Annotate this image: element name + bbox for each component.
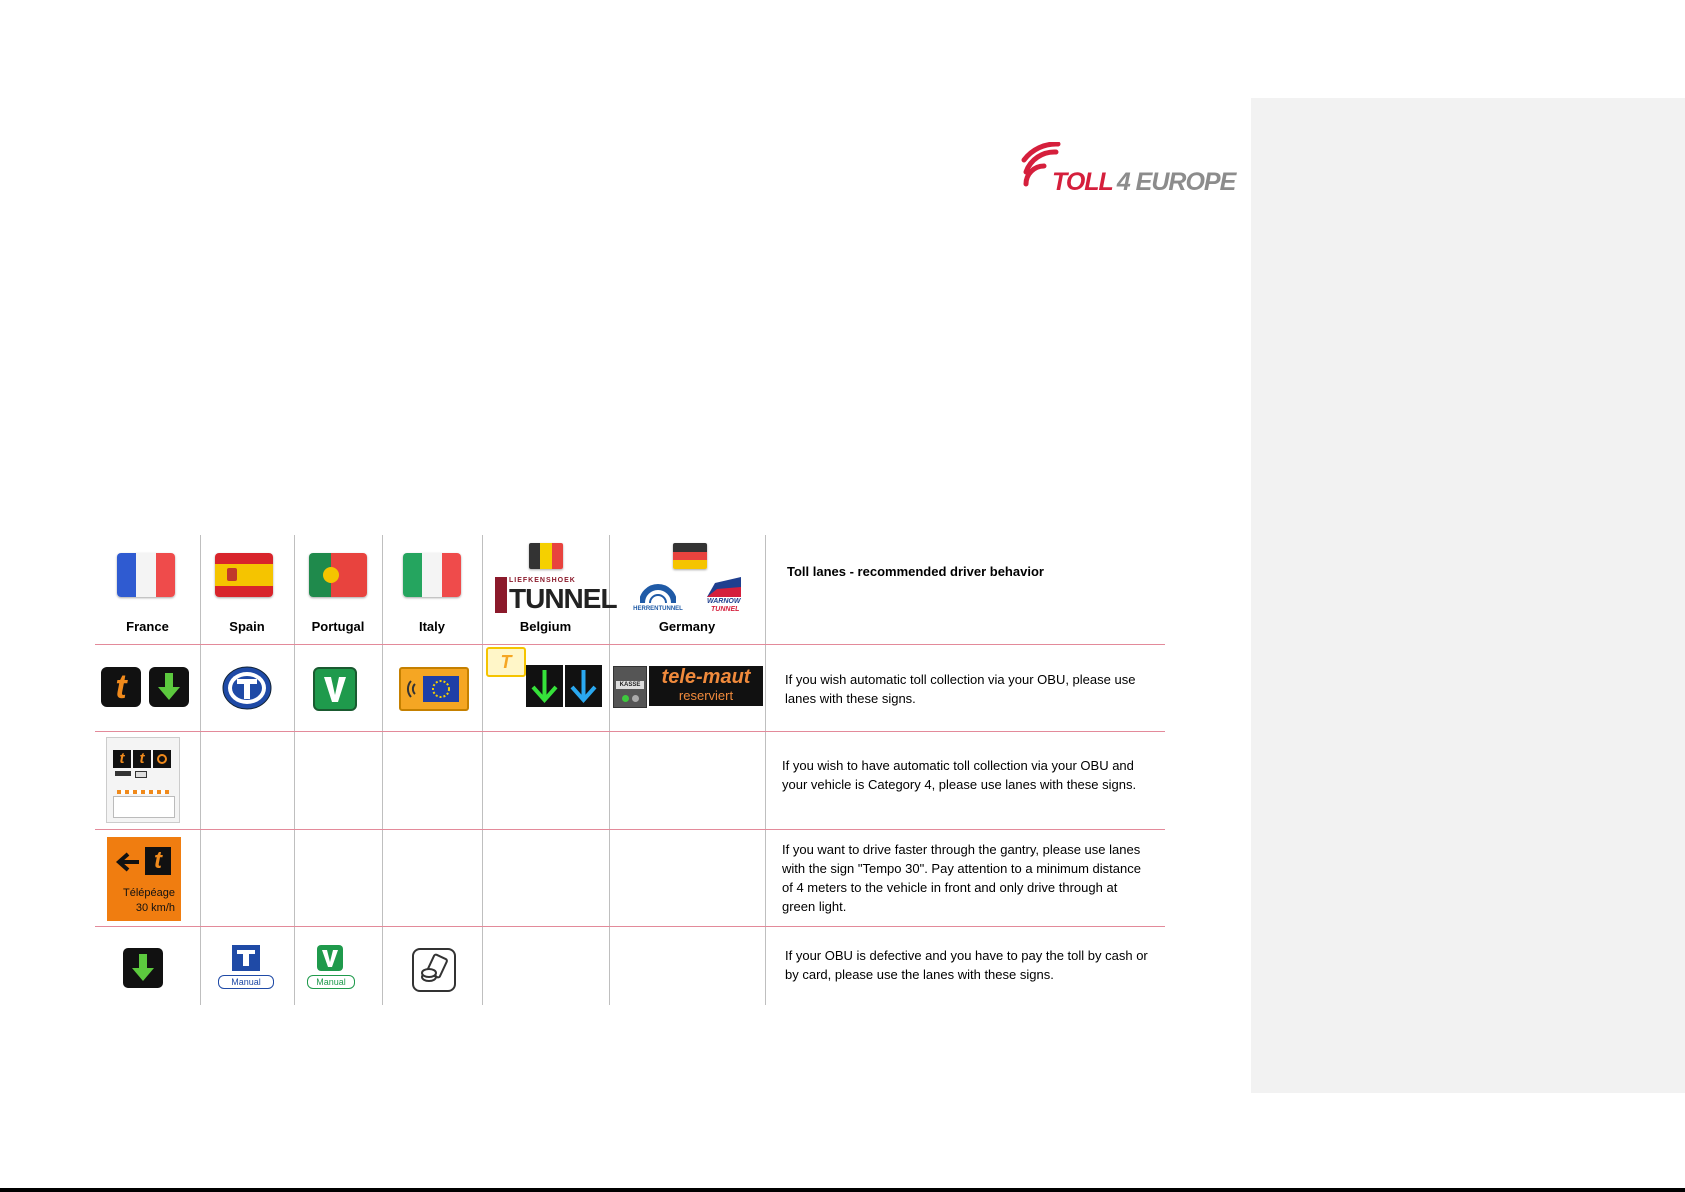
belgium-flag-icon [529,543,563,569]
spain-manual-t-icon [232,945,260,971]
country-label-portugal: Portugal [311,619,365,634]
row-divider [95,829,1165,830]
belgium-telepass-sign-icon: T [486,647,526,677]
arrow-left-icon [115,851,141,873]
warnow-tunnel-label: TUNNEL [711,606,740,613]
bottom-bar [0,1188,1685,1192]
spain-via-t-sign-icon [221,665,273,711]
logo-text [1052,168,1235,197]
portugal-manual-label: Manual [307,975,355,989]
tunnel-label: TUNNEL [509,583,617,614]
country-label-germany: Germany [658,619,716,634]
france-telepeage-t-sign-icon: t [101,667,141,707]
telepeage-t-icon: t [145,847,171,875]
toll4europe-logo [1020,142,1242,202]
table-title: Toll lanes - recommended driver behavior [787,564,1044,579]
row-4-description: If your OBU is defective and you have to pay the toll by cash or by card, please use the lanes with these signs. [785,948,1148,982]
column-divider [294,535,295,1005]
portugal-manual-sign [307,943,355,991]
row-1-description: If you wish automatic toll collection via your OBU, please use lanes with these signs. [785,672,1136,706]
germany-tele-maut-sign [649,666,763,706]
column-divider [382,535,383,1005]
belgium-green-arrow-sign-icon [526,665,563,707]
row-divider [95,731,1165,732]
france-telepeage-30-sign [107,837,181,921]
column-divider [765,535,766,1005]
france-green-arrow-sign-icon [149,667,189,707]
logo-text-toll: TOLL [1052,168,1113,196]
logo-text-europe: 4 EUROPE [1116,168,1236,196]
reserviert-label: reserviert [678,688,734,703]
belgium-blue-arrow-sign-icon [565,665,602,707]
herrentunnel-icon [640,575,676,605]
herrentunnel-label: HERRENTUNNEL [633,606,683,612]
row-2-description: If you wish to have automatic toll collection via your OBU and your vehicle is Category 4, please use lanes with these signs. [782,758,1137,792]
kasse-label: KASSE [616,681,644,689]
france-category-4-lane-sign-icon: t t [106,737,180,823]
france-flag-icon [117,553,175,597]
tele-maut-label: tele-maut [661,666,751,688]
italy-flag-icon [403,553,461,597]
warnowtunnel-logo [707,577,743,617]
row-3-description: If you want to drive faster through the gantry, please use lanes with the sign "Tempo 30". Pay attention to a minimum distance of 4 meters to the vehicle in front and only drive through at green light. [782,842,1141,914]
country-label-belgium: Belgium [519,619,572,634]
portugal-via-verde-sign-icon [313,667,357,711]
portugal-manual-v-icon [317,945,343,971]
liefkenshoek-label: LIEFKENSHOEK [509,577,576,584]
warnow-label: WARNOW [707,598,741,605]
spain-manual-label: Manual [218,975,274,989]
spain-manual-sign [218,943,274,991]
italy-telepass-eu-sign-icon [399,667,469,711]
country-label-italy: Italy [418,619,445,634]
tunnel-icon [495,577,507,613]
herrentunnel-logo [630,575,686,615]
germany-flag-icon [673,543,707,569]
portugal-flag-icon [309,553,367,597]
spain-flag-icon [215,553,273,597]
country-label-france: France [126,619,169,634]
germany-kasse-sign-icon [613,666,647,708]
italy-cash-card-sign-icon [412,948,456,992]
toll-lanes-table [95,535,1165,1005]
liefkenshoek-tunnel-logo [495,577,617,615]
side-panel [1251,98,1685,1093]
column-divider [200,535,201,1005]
column-divider [482,535,483,1005]
speed-30-label: 30 km/h [135,902,175,914]
row-divider [95,644,1165,645]
telepeage-label: Télépéage [123,887,175,899]
france-manual-green-arrow-sign-icon [123,948,163,988]
warnowtunnel-icon [707,577,741,597]
row-divider [95,926,1165,927]
country-label-spain: Spain [229,619,265,634]
